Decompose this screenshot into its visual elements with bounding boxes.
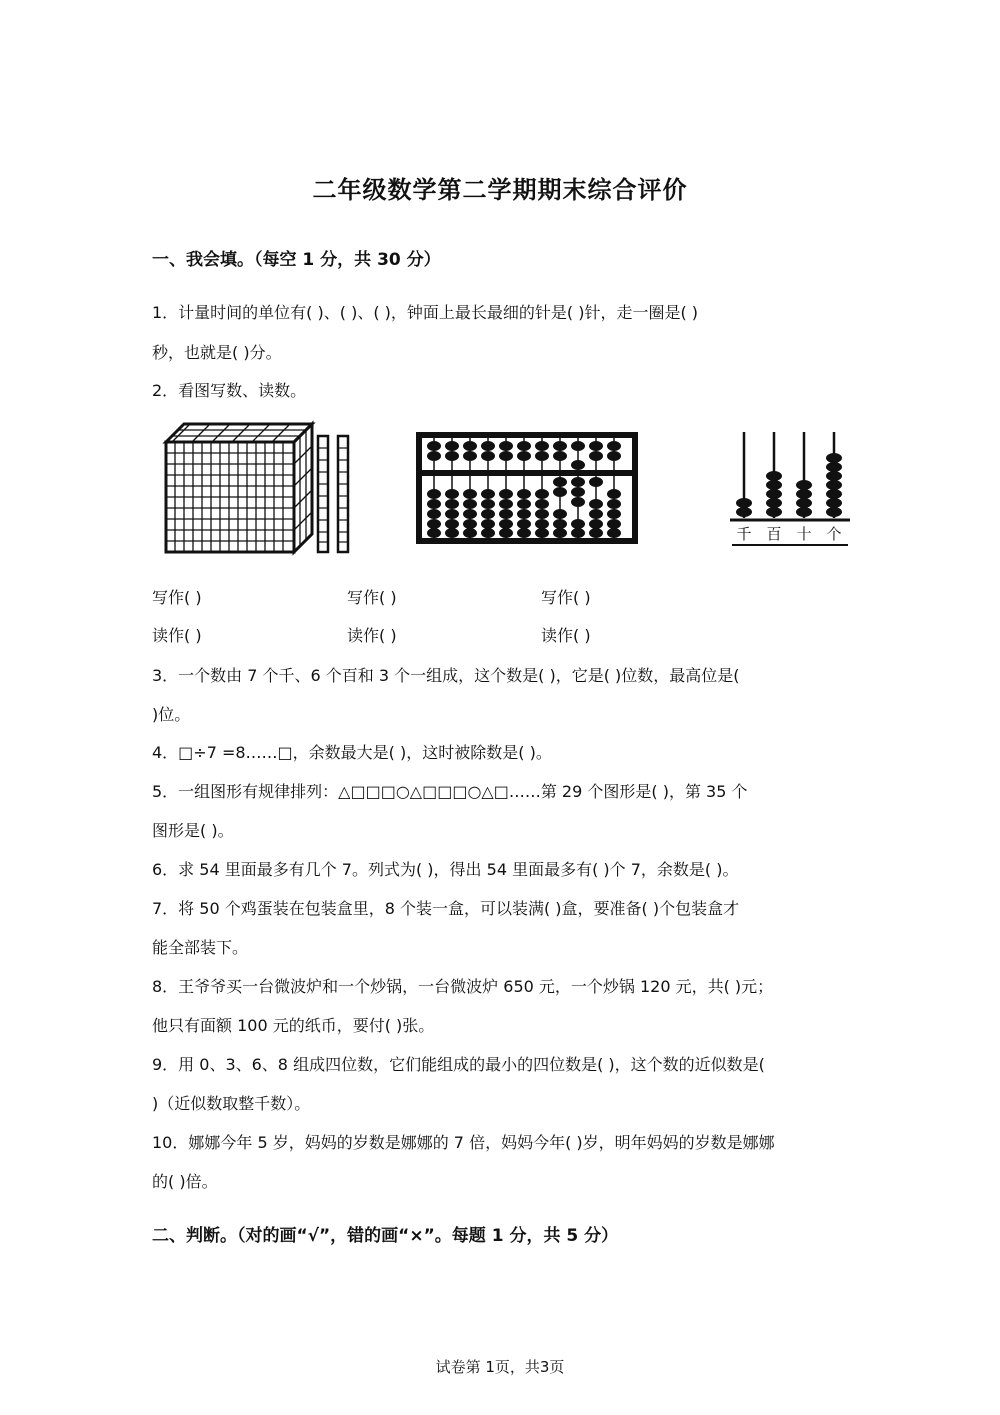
section-1-heading: 一、我会填。（每空 1 分，共 30 分） [152,250,441,270]
abacus-label-ones: 个 [826,525,842,543]
question-2-line-1: 2．看图写数、读数。 [152,381,307,400]
abacus-label-tens: 十 [796,525,812,543]
question-7-line-1: 7．将 50 个鸡蛋装在包装盒里，8 个装一盒，可以装满( )盒，要准备( )个包装盒才 [152,899,740,918]
write-blank-2: 写作( ) [347,588,397,607]
abacus-label-hundreds: 百 [766,525,782,543]
question-9-line-1: 9．用 0、3、6、8 组成四位数，它们能组成的最小的四位数是( )，这个数的近似数是( [152,1055,765,1074]
read-blank-1: 读作( ) [152,626,202,645]
question-6-line-1: 6．求 54 里面最多有几个 7。列式为( )，得出 54 里面最多有( )个 7，余数是( )。 [152,860,739,879]
write-blank-1: 写作( ) [152,588,202,607]
read-blank-2: 读作( ) [347,626,397,645]
question-5-line-1: 5．一组图形有规律排列：△□□□○△□□□○△□……第 29 个图形是( )，第 35 个 [152,782,748,801]
question-9-line-2: )（近似数取整千数）。 [152,1094,311,1113]
question-7-line-2: 能全部装下。 [152,938,249,957]
page-title: 二年级数学第二学期期末综合评价 [312,176,688,204]
question-5-line-2: 图形是( )。 [152,821,234,840]
page-footer: 试卷第 1页，共3页 [435,1358,565,1376]
question-10-line-2: 的( )倍。 [152,1172,218,1191]
question-8-line-2: 他只有面额 100 元的纸币，要付( )张。 [152,1016,435,1035]
question-1-line-1: 1．计量时间的单位有( )、( )、( )，钟面上最长最细的针是( )针，走一圈是( ) [152,303,699,322]
abacus-image [416,432,638,544]
section-2-heading: 二、判断。（对的画“√”，错的画“×”。每题 1 分，共 5 分） [152,1226,619,1246]
question-1-line-2: 秒，也就是( )分。 [152,343,282,362]
question-4-line-1: 4．□÷7 =8……□，余数最大是( )，这时被除数是( )。 [152,743,552,762]
question-3-line-2: )位。 [152,705,191,724]
cube-blocks-image [160,418,360,560]
question-8-line-1: 8．王爷爷买一台微波炉和一个炒锅，一台微波炉 650 元，一个炒锅 120 元，共( )元； [152,977,774,996]
counting-abacus-image [728,426,852,554]
question-3-line-1: 3．一个数由 7 个千、6 个百和 3 个一组成，这个数是( )，它是( )位数，最高位是( [152,666,740,685]
abacus-label-thousands: 千 [736,525,752,543]
read-blank-3: 读作( ) [541,626,591,645]
question-10-line-1: 10．娜娜今年 5 岁，妈妈的岁数是娜娜的 7 倍，妈妈今年( )岁，明年妈妈的岁数是娜娜 [152,1133,775,1152]
write-blank-3: 写作( ) [541,588,591,607]
